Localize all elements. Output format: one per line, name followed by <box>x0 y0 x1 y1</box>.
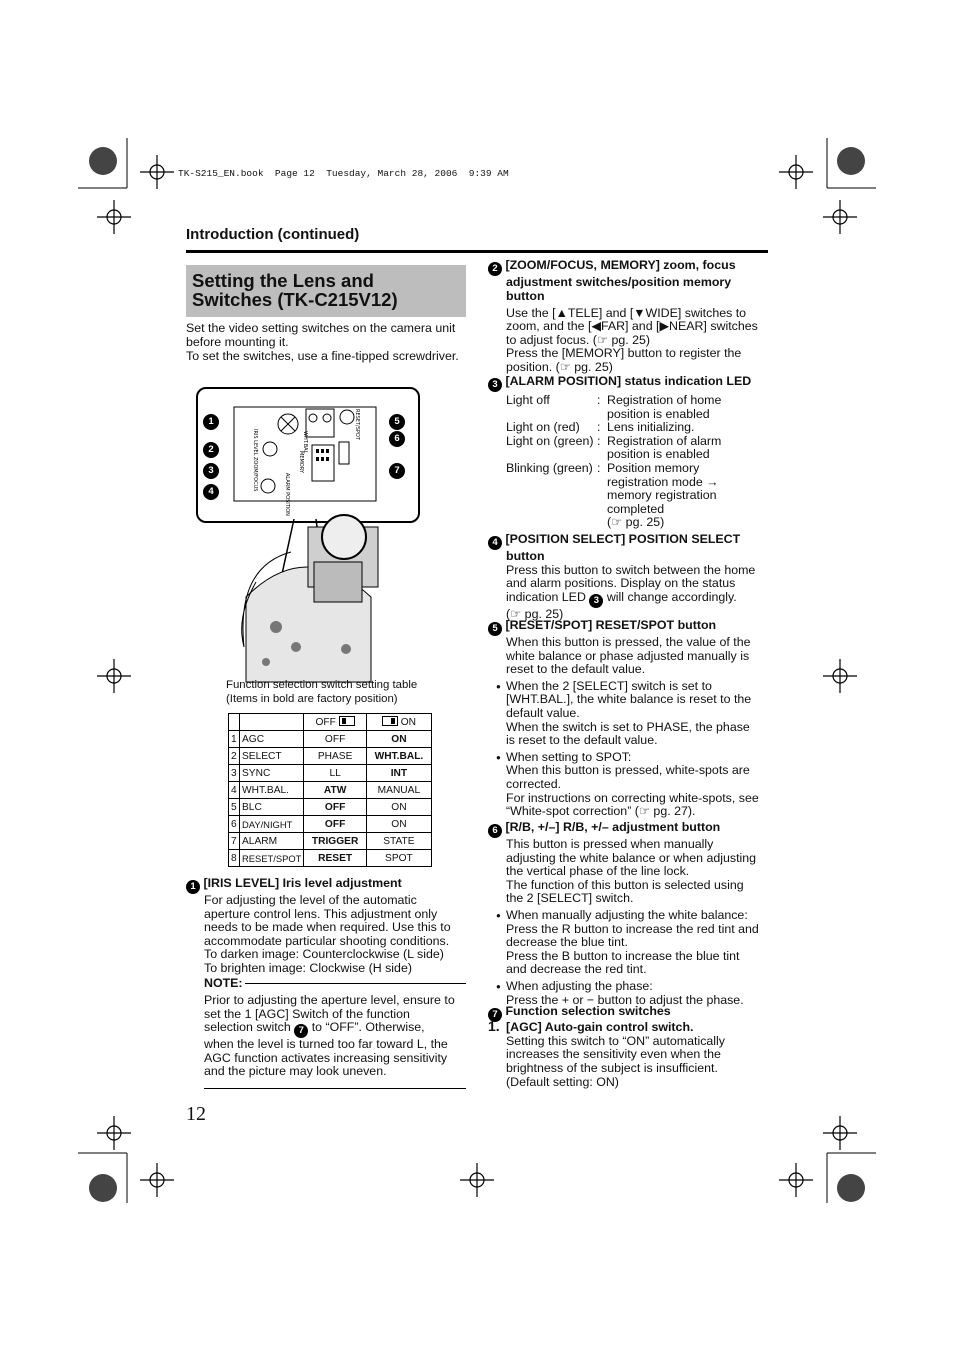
table-cell-n: 5 <box>229 799 240 816</box>
table-cell-off: LL <box>304 765 366 782</box>
table-cell-on: SPOT <box>366 850 431 867</box>
text-line: is reset to the default value. <box>506 733 658 748</box>
table-cell-off: TRIGGER <box>304 833 366 850</box>
item-6: 6 [R/B, +/–] R/B, +/– adjustment button This button is pressed when manually adjusting the white balance or when adjusting the vertical phase of the line lock. The function of this button is selected using the 2 [SELECT] switch. ● When manually adjusting the white balance: Press the R button to increase the red tint and decrease the blue tint. Press the B button to increase the blue tint and decrease the red tint. ● When adjusting the phase: Press the + or − button to adjust the phase. <box>488 821 773 1007</box>
led-state-desc: registration mode → <box>607 474 719 489</box>
svg-text:WHT.BAL: WHT.BAL <box>302 431 308 454</box>
table-cell-name: RESET/SPOT <box>240 850 304 867</box>
led-state-desc: (☞ pg. 25) <box>607 515 665 530</box>
text-line: default value. <box>506 705 580 720</box>
text-line: adjusting the white balance or when adjusting <box>506 850 757 865</box>
table-cell-name: AGC <box>240 731 304 748</box>
table-cell-off: OFF <box>304 731 366 748</box>
page-title: Setting the Lens and Switches (TK-C215V12) <box>186 265 466 317</box>
text-line: Press the + or − button to adjust the phase. <box>506 992 744 1007</box>
function-switch-table <box>228 713 432 867</box>
led-state-desc: memory registration <box>607 488 717 503</box>
table-cell-name: DAY/NIGHT <box>240 816 304 833</box>
table-cell-n: 8 <box>229 850 240 867</box>
text-line: Setting this switch to “ON” automatically <box>506 1033 725 1048</box>
page-number: 12 <box>186 1103 206 1125</box>
table-cell-off: ATW <box>304 782 366 799</box>
table-cell-name: ALARM <box>240 833 304 850</box>
sub-item-1: 1. [AGC] Auto-gain control switch. Setting this switch to “ON” automatically increases the sensitivity even when the brightness of the subject is insufficient. (Default setting: ON) <box>488 1020 773 1089</box>
text-line: “White-spot correction” (☞ pg. 27). <box>506 804 696 819</box>
table-cell-n: 3 <box>229 765 240 782</box>
item-3: 3 [ALARM POSITION] status indication LED Light off : Registration of home position is enabled Light on (red) : Lens initializing. Light on (green) : Registration of alarm position is enabled Blinking (green) : Position memory registration mode → memory registration completed (☞ pg. 25) <box>488 375 773 530</box>
table-cell-off: PHASE <box>304 748 366 765</box>
callout-1: 1 <box>203 409 219 430</box>
text-line: aperture control lens. This adjustment only <box>204 906 438 921</box>
text-line: Use the [▲TELE] and [▼WIDE] switches to <box>506 305 747 320</box>
header-off: OFF <box>304 714 366 731</box>
callout-5: 5 <box>389 409 405 430</box>
text-line: (Default setting: ON) <box>506 1074 619 1089</box>
item-4: 4 [POSITION SELECT] POSITION SELECT button Press this button to switch between the home and alarm positions. Display on the status indication LED 3 will change accordingly. (☞ pg. 25) <box>488 533 773 622</box>
table-cell-n: 6 <box>229 816 240 833</box>
text-line: To darken image: Counterclockwise (L side) <box>204 947 444 962</box>
table-cell-on: INT <box>366 765 431 782</box>
led-state-desc: Lens initializing. <box>607 420 695 435</box>
item-1: 1 [IRIS LEVEL] Iris level adjustment For adjusting the level of the automatic aperture control lens. This adjustment only needs to be made when required. Use this to accommodate particular shooting conditions. To darken image: Counterclockwise (L side) To brighten image: Clockwise (H side) <box>186 877 470 976</box>
led-state-desc: Registration of alarm <box>607 433 722 448</box>
table-row <box>229 748 432 765</box>
text-line: brightness of the subject is insufficient. <box>506 1060 718 1075</box>
text-line: This button is pressed when manually <box>506 837 714 851</box>
svg-text:RESET/SPOT: RESET/SPOT <box>354 409 360 440</box>
intro-text: Set the video setting switches on the camera unit before mounting it. To set the switches, use a fine-tipped screwdriver. <box>186 321 459 363</box>
note: NOTE: Prior to adjusting the aperture level, ensure to set the 1 [AGC] Switch of the function selection switch 7 to “OFF”. Otherwise, when the level is turned too far toward L, the AGC function activates increasing sensitivity and the picture may look uneven. <box>204 976 466 1089</box>
header-on: ON <box>366 714 431 731</box>
svg-text:IRIS LEVEL: IRIS LEVEL <box>252 429 258 456</box>
callout-2: 2 <box>203 437 219 458</box>
table-cell-n: 1 <box>229 731 240 748</box>
text-line: decrease the blue tint. <box>506 935 628 950</box>
callout-7: 7 <box>389 458 405 479</box>
callout-6: 6 <box>389 426 405 447</box>
text-line: For instructions on correcting white-spots, see <box>506 790 759 805</box>
table-cell-on: ON <box>366 731 431 748</box>
table-cell-on: MANUAL <box>366 782 431 799</box>
svg-text:ALARM POSITION: ALARM POSITION <box>284 473 290 516</box>
table-cell-n: 2 <box>229 748 240 765</box>
text-line: Press the R button to increase the red tint and <box>506 921 759 936</box>
item-2: 2 [ZOOM/FOCUS, MEMORY] zoom, focus adjustment switches/position memory button Use the [▲TELE] and [▼WIDE] switches to zoom, and the [◀FAR] and [▶NEAR] switches to adjust focus. (☞ pg. 25) Press the [MEMORY] button to register the position. (☞ pg. 25) <box>488 259 773 375</box>
svg-text:MEMORY: MEMORY <box>298 451 304 473</box>
table-row <box>229 731 432 748</box>
text-line: the 2 [SELECT] switch. <box>506 891 634 906</box>
table-row <box>229 816 432 833</box>
text-line: When this button is pressed, the value of the <box>506 635 751 649</box>
text-line: ● When the 2 [SELECT] switch is set to <box>506 678 712 693</box>
table-cell-name: BLC <box>240 799 304 816</box>
text-line: the vertical phase of the line lock. <box>506 864 690 879</box>
table-cell-off: OFF <box>304 799 366 816</box>
text-line: [WHT.BAL.], the white balance is reset to the <box>506 692 752 707</box>
text-line: and decrease the red tint. <box>506 962 647 977</box>
table-cell-name: SELECT <box>240 748 304 765</box>
led-state-desc: position is enabled <box>607 447 710 462</box>
led-state-desc: position is enabled <box>607 406 710 421</box>
table-cell-name: WHT.BAL. <box>240 782 304 799</box>
text-line: To brighten image: Clockwise (H side) <box>204 960 412 975</box>
text-line: needs to be made when required. Use this to <box>204 920 451 935</box>
text-line: Press the B button to increase the blue tint <box>506 948 740 963</box>
switch-panel-diagram <box>196 387 421 687</box>
text-line: zoom, and the [◀FAR] and [▶NEAR] switches <box>506 319 758 334</box>
table-row <box>229 782 432 799</box>
table-row <box>229 850 432 867</box>
table-row <box>229 799 432 816</box>
section-title: Introduction (continued) <box>186 226 360 243</box>
led-state-row: Light off : Registration of home position is enabled <box>506 393 722 421</box>
led-state-label: Light off <box>506 393 550 407</box>
svg-text:ZOOM/FOCUS: ZOOM/FOCUS <box>252 457 258 492</box>
callout-3: 3 <box>203 458 219 479</box>
item-5: 5 [RESET/SPOT] RESET/SPOT button When this button is pressed, the value of the white balance or phase adjusted manually is reset to the default value. ● When the 2 [SELECT] switch is set to [WHT.BAL.], the white balance is reset to the default value. When the switch is set to PHASE, the phase is reset to the default value. ● When setting to SPOT: When this button is pressed, white-spots are corrected. For instructions on correcting white-spots, see “White-spot correction” (☞ pg. 27). <box>488 619 773 819</box>
text-line: The function of this button is selected using <box>506 877 744 892</box>
table-cell-on: ON <box>366 816 431 833</box>
print-slug: TK-S215_EN.book Page 12 Tuesday, March 28, 2006 9:39 AM <box>178 168 509 179</box>
table-cell-off: RESET <box>304 850 366 867</box>
text-line: increases the sensitivity even when the <box>506 1047 721 1062</box>
text-line: white balance or phase adjusted manually is <box>506 648 750 663</box>
text-line: corrected. <box>506 776 562 791</box>
text-line: ● When manually adjusting the white balance: <box>506 907 748 922</box>
text-line: When this button is pressed, white-spots are <box>506 763 750 778</box>
text-line: When the switch is set to PHASE, the phase <box>506 719 750 734</box>
table-cell-on: ON <box>366 799 431 816</box>
text-line: to adjust focus. (☞ pg. 25) <box>506 332 651 347</box>
led-state-row: Light on (green) : Registration of alarm position is enabled <box>506 433 722 462</box>
led-state-row: Blinking (green) : Position memory registration mode → memory registration completed (☞ pg. 25) <box>506 460 719 530</box>
item-7: 7 Function selection switches <box>488 1005 773 1022</box>
table-cell-n: 7 <box>229 833 240 850</box>
text-line: accommodate particular shooting conditions. <box>204 933 450 948</box>
table-caption: Function selection switch setting table (Items in bold are factory position) <box>226 679 418 705</box>
led-state-desc: Position memory <box>607 460 700 475</box>
callout-4: 4 <box>203 479 219 500</box>
led-state-label: Light on (red) <box>506 420 580 435</box>
header-rule <box>186 250 768 253</box>
table-cell-on: WHT.BAL. <box>366 748 431 765</box>
led-state-label: Blinking (green) <box>506 460 593 475</box>
table-cell-name: SYNC <box>240 765 304 782</box>
text-line: For adjusting the level of the automatic <box>204 893 417 907</box>
table-header-row <box>229 714 432 731</box>
text-line: position. (☞ pg. 25) <box>506 359 613 374</box>
table-row <box>229 765 432 782</box>
led-state-label: Light on (green) <box>506 433 594 448</box>
led-state-row: Light on (red) : Lens initializing. <box>506 420 695 435</box>
text-line: ● When adjusting the phase: <box>506 978 653 993</box>
text-line: reset to the default value. <box>506 662 646 677</box>
text-line: Press the [MEMORY] button to register the <box>506 346 742 361</box>
table-row <box>229 833 432 850</box>
led-state-desc: Registration of home <box>607 393 722 407</box>
table-cell-n: 4 <box>229 782 240 799</box>
table-cell-off: OFF <box>304 816 366 833</box>
led-state-desc: completed <box>607 501 665 516</box>
table-cell-on: STATE <box>366 833 431 850</box>
text-line: ● When setting to SPOT: <box>506 749 632 764</box>
